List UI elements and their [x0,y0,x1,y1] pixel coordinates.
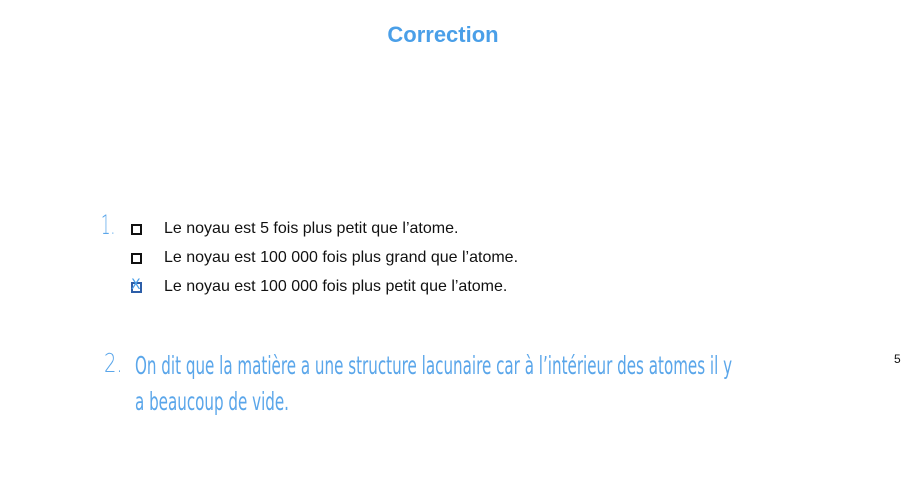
option-2-label: Le noyau est 100 000 fois plus grand que l’atome. [164,249,519,266]
page-number: 5 [894,352,901,366]
option-3[interactable] [131,276,507,298]
question-2-number: 2. [104,349,123,379]
answer-line-1: On dit que la matière a une structure lacunaire car à l’intérieur des atomes il y [135,351,733,380]
answer-line-2: a beaucoup de vide. [135,387,289,416]
question-1-number: 1. [101,210,116,241]
page-title: Correction [387,22,499,47]
option-1-label: Le noyau est 5 fois plus petit que l’atome. [164,220,459,237]
option-1[interactable] [131,218,458,240]
checkbox-icon[interactable] [131,224,142,235]
checked-checkbox-icon[interactable] [131,276,142,293]
option-3-label: Le noyau est 100 000 fois plus petit que l’atome. [164,278,508,295]
option-2[interactable] [131,247,518,269]
check-mark: X [131,276,141,293]
checkbox-icon[interactable] [131,253,142,264]
